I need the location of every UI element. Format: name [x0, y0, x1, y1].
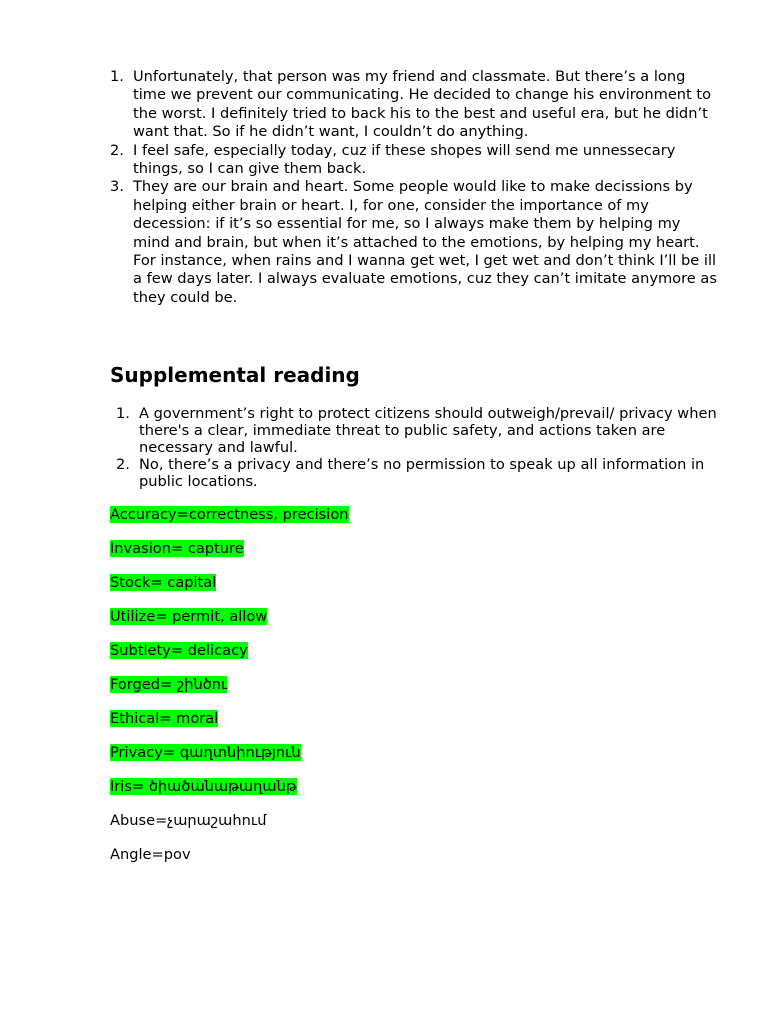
- list-item: [116, 405, 720, 456]
- vocab-text: Forged= շինծու: [110, 676, 228, 693]
- vocab-text: Accuracy=correctness, precision: [110, 506, 349, 523]
- vocabulary-list: [110, 505, 730, 879]
- vocab-text: Ethical= moral: [110, 710, 219, 727]
- supplemental-list: [116, 405, 720, 490]
- list-item: [110, 178, 720, 307]
- vocab-text: Iris= ծիածանաթաղանթ: [110, 778, 297, 795]
- list-item-text: They are our brain and heart. Some people would like to make decissions by helping either brain or heart. I, for one, consider the importance of my decession: if it’s so essential for me, so I always make them by helping my mind and brain, but when it’s attached to the emotions, by helping my heart. For instance, when rains and I wanna get wet, I get wet and don’t think I’ll be ill a few days later. I always evaluate emotions, cuz they can’t imitate anymore as they could be.: [133, 178, 717, 306]
- vocab-entry: [110, 777, 730, 811]
- list-number: 1.: [110, 68, 124, 85]
- vocab-text: Subtlety= delicacy: [110, 642, 248, 659]
- vocab-entry: [110, 607, 730, 641]
- list-item-text: No, there’s a privacy and there’s no permission to speak up all information in public locations.: [139, 456, 705, 490]
- vocab-text: Privacy= գաղտնիություն: [110, 744, 301, 761]
- vocab-entry: [110, 845, 730, 879]
- vocab-entry: [110, 539, 730, 573]
- vocab-entry: [110, 743, 730, 777]
- vocab-entry: [110, 811, 730, 845]
- list-item-text: I feel safe, especially today, cuz if these shopes will send me unnessecary things, so I can give them back.: [133, 141, 676, 178]
- vocab-text: Stock= capital: [110, 574, 217, 591]
- section-heading: Supplemental reading: [110, 363, 360, 387]
- vocab-entry: [110, 573, 730, 607]
- answers-list: [110, 68, 720, 307]
- list-number: 2.: [110, 141, 124, 159]
- vocab-text: Invasion= capture: [110, 540, 244, 557]
- list-item-text: A government’s right to protect citizens should outweigh/prevail/ privacy when there's a clear, immediate threat to public safety, and actions taken are necessary and lawful.: [139, 405, 717, 456]
- vocab-text: Abuse=չարաշահում: [110, 812, 267, 829]
- list-item: [110, 142, 720, 179]
- list-number: 1.: [116, 405, 130, 422]
- vocab-entry: [110, 505, 730, 539]
- list-number: 3.: [110, 178, 124, 196]
- vocab-entry: [110, 675, 730, 709]
- list-number: 2.: [116, 456, 130, 473]
- list-item: [110, 68, 720, 142]
- vocab-entry: [110, 709, 730, 743]
- list-item: [116, 456, 720, 490]
- vocab-entry: [110, 641, 730, 675]
- list-item-text: Unfortunately, that person was my friend and classmate. But there’s a long time we prevent our communicating. He decided to change his environment to the worst. I definitely tried to back his to the best and useful era, but he didn’t want that. So if he didn’t want, I couldn’t do anything.: [133, 68, 712, 141]
- vocab-text: Utilize= permit, allow: [110, 608, 268, 625]
- vocab-text: Angle=pov: [110, 846, 191, 863]
